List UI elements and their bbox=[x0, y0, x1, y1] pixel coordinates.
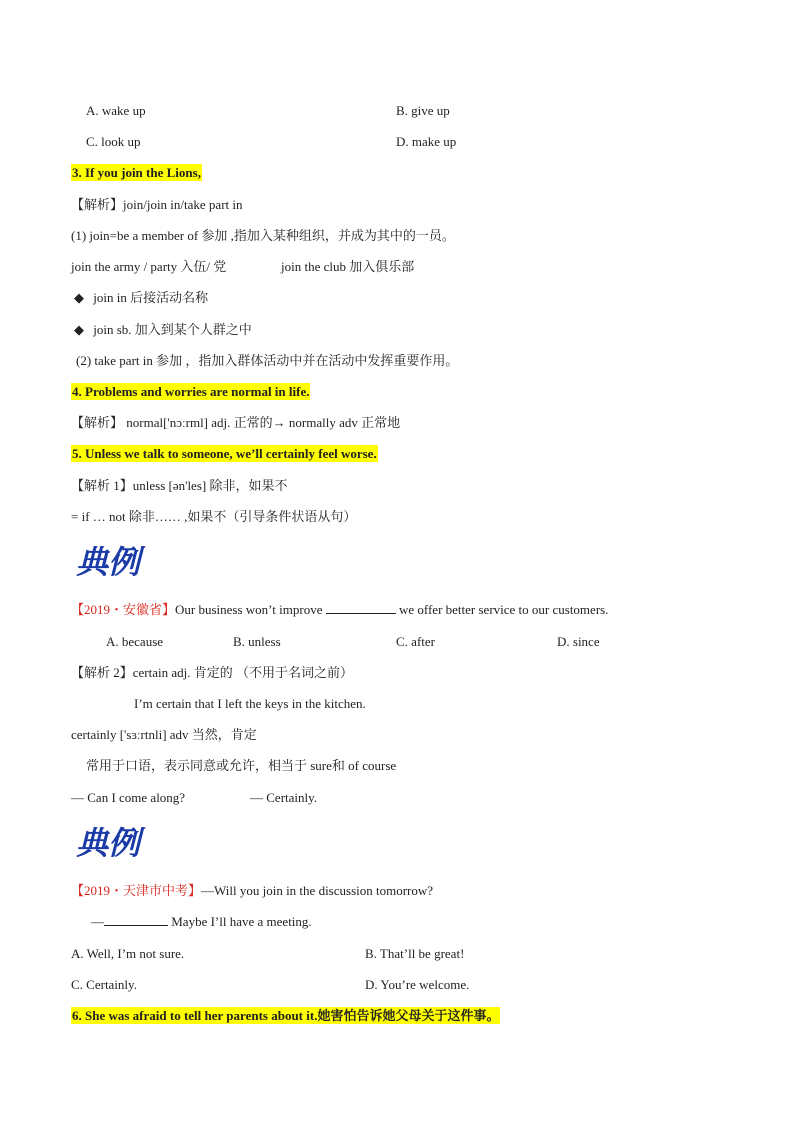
example-1-source: 【2019・安徽省】 bbox=[71, 602, 176, 617]
section-3-analysis: 【解析】join/join in/take part in bbox=[71, 197, 243, 212]
example-2-question bbox=[71, 882, 433, 900]
option-c: C. look up bbox=[86, 134, 141, 149]
section-5-analysis-1b: = if … not 除非…… ,如果不（引导条件状语从句） bbox=[71, 509, 357, 524]
example-1-opt-a: A. because bbox=[106, 634, 164, 649]
diamond-bullet-icon: ◆ bbox=[74, 322, 84, 337]
section-5-analysis-1: 【解析 1】unless [ən'les] 除非，如果不 bbox=[71, 478, 288, 493]
bullet-join-in bbox=[74, 289, 208, 307]
section-5-analysis-2: 【解析 2】certain adj. 肯定的 （不用于名词之前） bbox=[71, 665, 353, 680]
example-1-opt-c: C. after bbox=[396, 634, 435, 649]
example-2-opt-b: B. That’ll be great! bbox=[365, 946, 465, 961]
example-logo-text: 典例 bbox=[76, 824, 141, 862]
section-3-example-a: join the army / party 入伍/ 党 bbox=[71, 259, 227, 274]
dialog-question: — Can I come along? bbox=[71, 790, 186, 805]
example-2-opt-a: A. Well, I’m not sure. bbox=[71, 946, 185, 961]
example-1-question bbox=[71, 601, 608, 619]
section-4-analysis: 【解析】 normal['nɔːrml] adj. 正常的→ normally adv 正常地 bbox=[71, 415, 401, 430]
answer-blank bbox=[326, 601, 396, 614]
example-logo-text: 典例 bbox=[76, 543, 141, 581]
diamond-bullet-icon: ◆ bbox=[74, 290, 84, 305]
example-2-response-text: Maybe I’ll have a meeting. bbox=[171, 914, 312, 929]
example-2-opt-d: D. You’re welcome. bbox=[365, 977, 470, 992]
bullet-join-in-text: join in 后接活动名称 bbox=[93, 290, 209, 305]
option-a: A. wake up bbox=[86, 103, 146, 118]
bullet-join-sb-text: join sb. 加入到某个人群之中 bbox=[93, 322, 252, 337]
example-logo-icon bbox=[74, 822, 150, 862]
section-3-point-2: (2) take part in 参加 ，指加入群体活动中并在活动中发挥重要作用。 bbox=[76, 353, 459, 368]
example-2-opt-c: C. Certainly. bbox=[71, 977, 137, 992]
dialog-answer: — Certainly. bbox=[250, 790, 318, 805]
section-3-point-1: (1) join=be a member of 参加 ,指加入某种组织，并成为其中的一员。 bbox=[71, 228, 455, 243]
example-1-opt-b: B. unless bbox=[233, 634, 281, 649]
example-1-opt-d: D. since bbox=[557, 634, 600, 649]
example-2-response bbox=[91, 913, 312, 931]
example-2-text: —Will you join in the discussion tomorrow? bbox=[201, 883, 434, 898]
example-1-text-b: we offer better service to our customers. bbox=[398, 602, 609, 617]
example-sentence: I’m certain that I left the keys in the kitchen. bbox=[134, 696, 366, 711]
section-4-heading: 4. Problems and worries are normal in life. bbox=[72, 384, 310, 399]
example-2-source: 【2019・天津市中考】 bbox=[71, 883, 202, 898]
section-3-example-b: join the club 加入俱乐部 bbox=[281, 259, 415, 274]
section-6-heading: 6. She was afraid to tell her parents about it.她害怕告诉她父母关于这件事。 bbox=[72, 1008, 500, 1023]
option-d: D. make up bbox=[396, 134, 457, 149]
answer-blank bbox=[104, 913, 168, 926]
example-1-text-a: Our business won’t improve bbox=[175, 602, 323, 617]
section-3-heading: 3. If you join the Lions, bbox=[72, 165, 201, 180]
option-b: B. give up bbox=[396, 103, 450, 118]
certainly-definition: certainly ['sɜːrtnli] adv 当然，肯定 bbox=[71, 727, 257, 742]
certainly-usage: 常用于口语，表示同意或允许，相当于 sure和 of course bbox=[86, 758, 397, 773]
example-logo-icon bbox=[74, 541, 150, 581]
response-dash: — bbox=[91, 914, 104, 929]
bullet-join-sb bbox=[74, 321, 252, 339]
section-5-heading: 5. Unless we talk to someone, we’ll certainly feel worse. bbox=[72, 446, 377, 461]
